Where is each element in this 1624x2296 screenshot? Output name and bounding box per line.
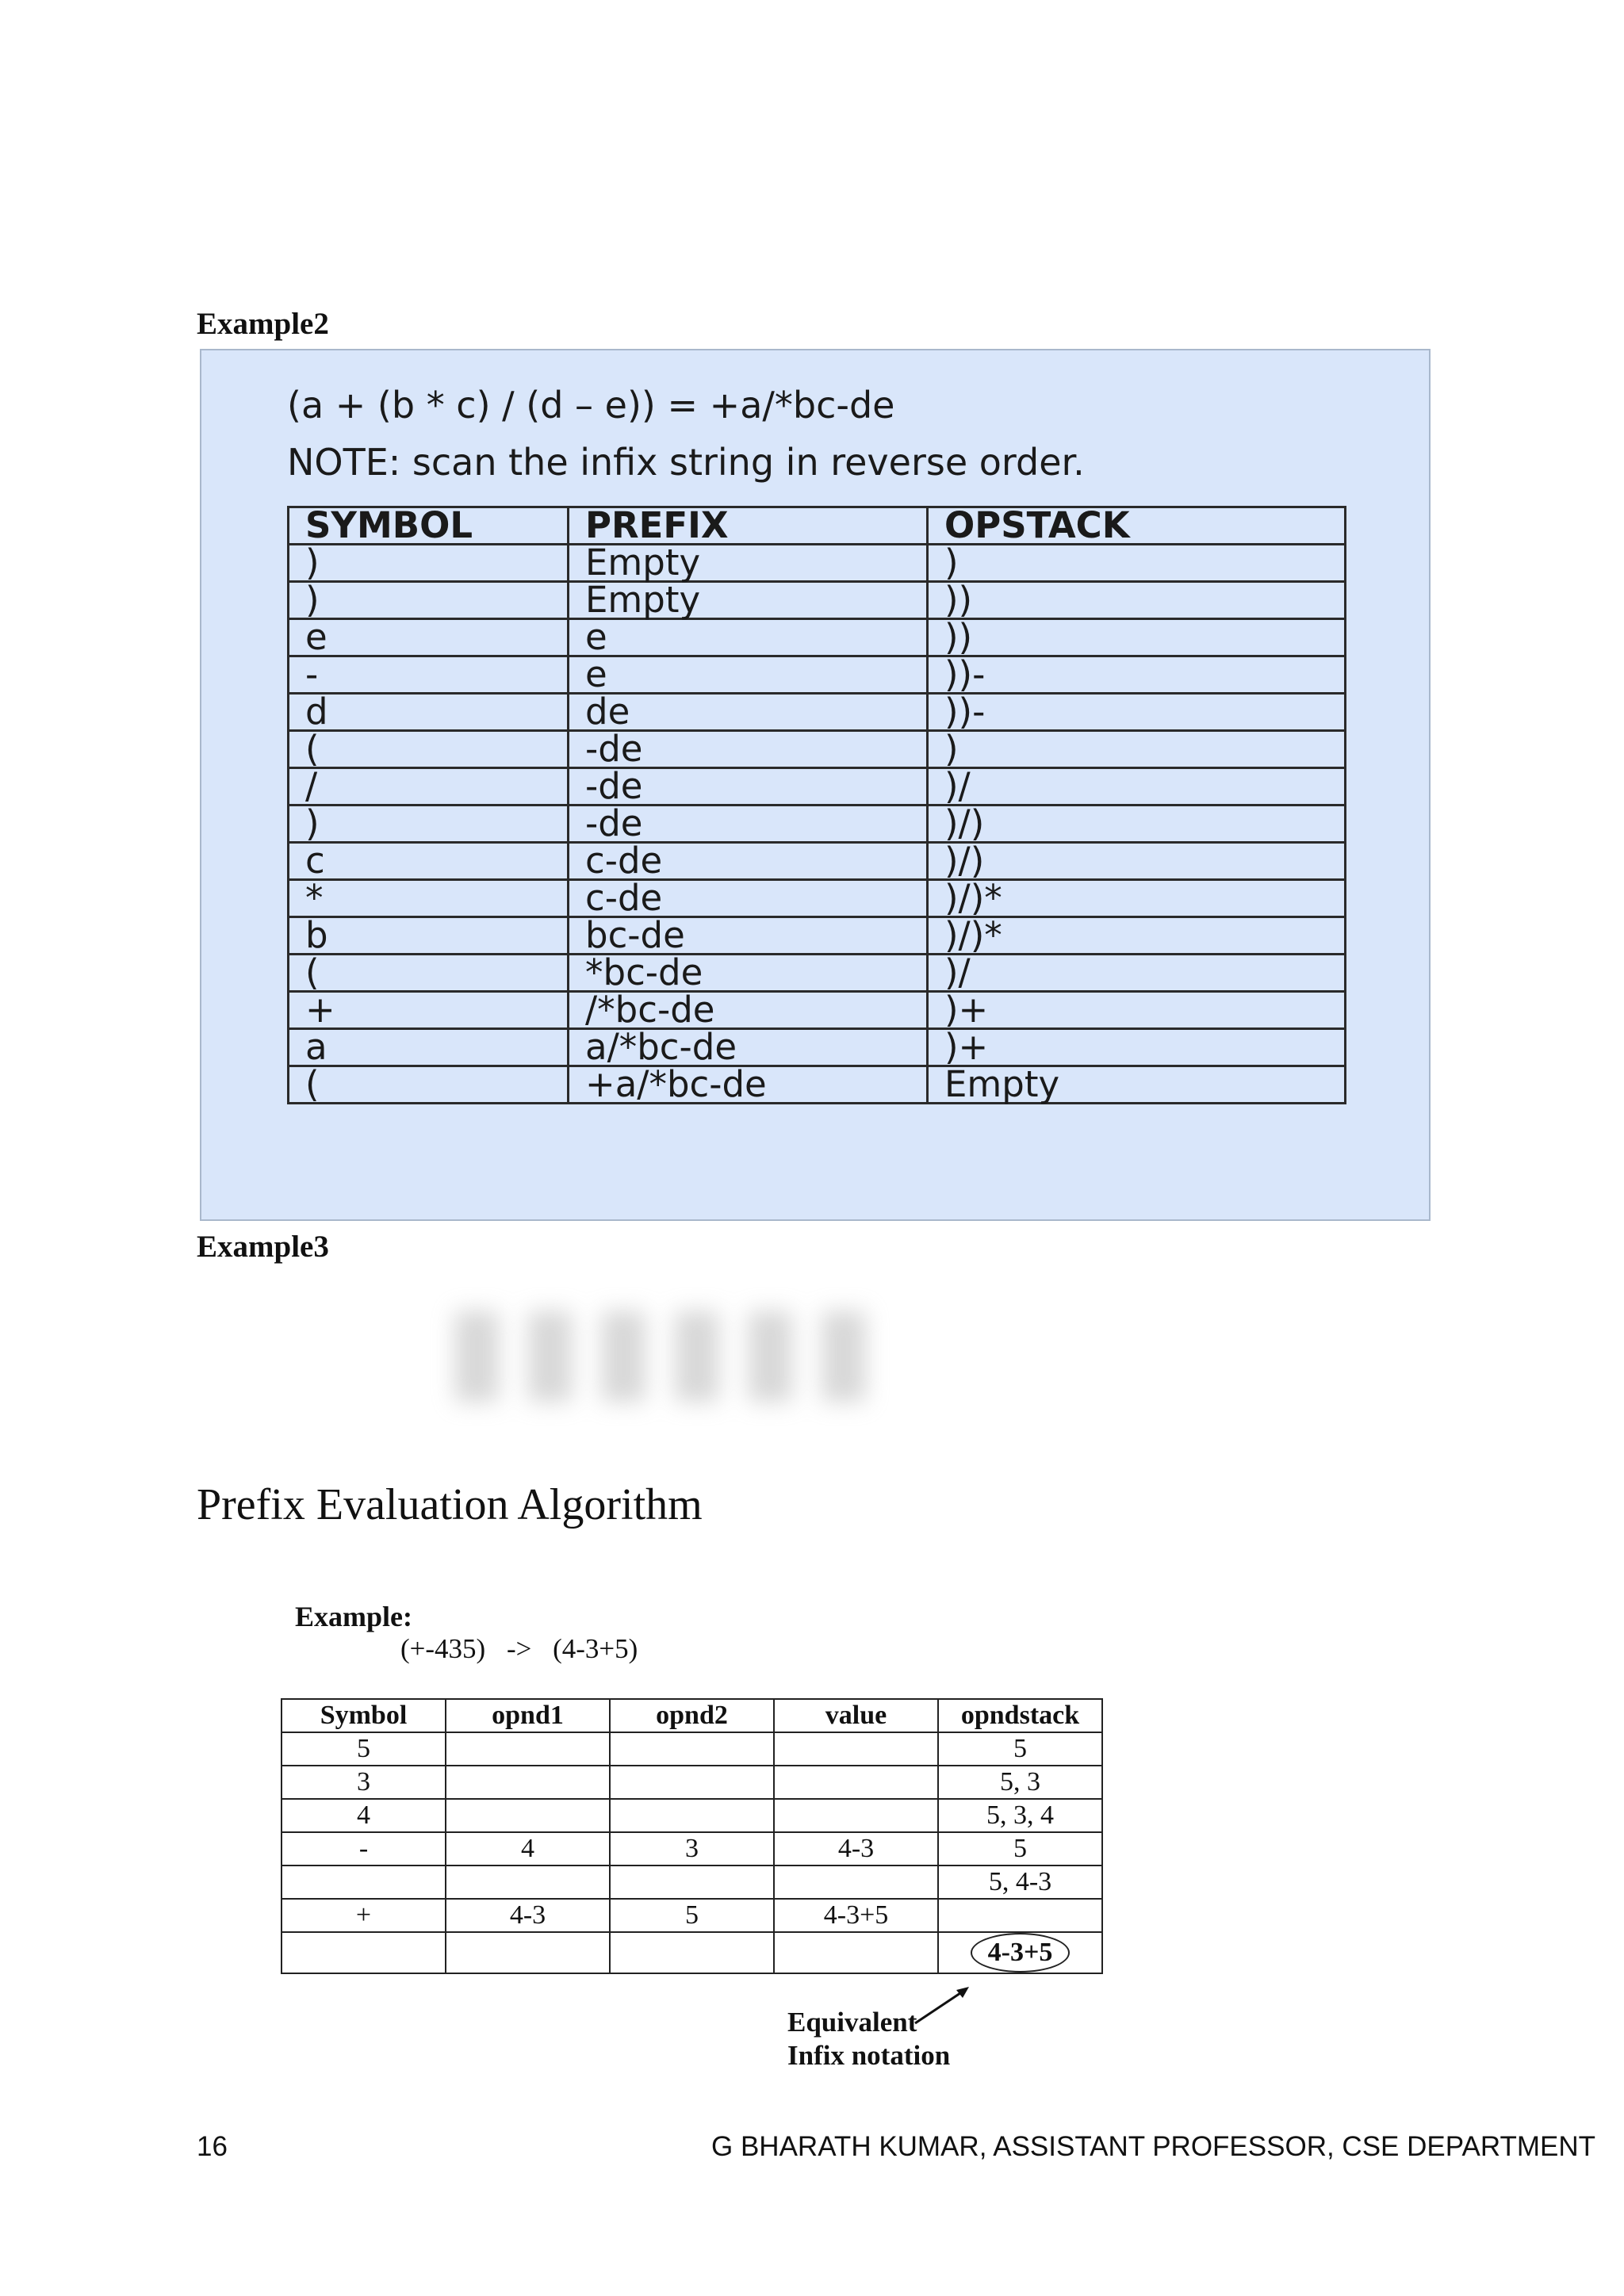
table-row — [282, 1932, 1102, 1973]
opnd2-cell — [610, 1766, 774, 1799]
evaluation-example-label: Example: — [295, 1601, 412, 1632]
prefix-cell: -de — [569, 768, 928, 806]
symbol-cell: c — [289, 843, 569, 880]
table-row — [282, 1866, 1102, 1899]
opndstack-cell: 5, 3 — [938, 1766, 1102, 1799]
opstack-cell: ) — [928, 731, 1346, 768]
opstack-cell: )/ — [928, 955, 1346, 992]
opndstack-cell: 5, 4-3 — [938, 1866, 1102, 1899]
opstack-cell: )+ — [928, 1029, 1346, 1066]
prefix-cell: Empty — [569, 545, 928, 582]
opnd2-cell — [610, 1732, 774, 1766]
table-row — [289, 843, 1346, 880]
opndstack-cell: 5 — [938, 1832, 1102, 1866]
annotation-line-1: Equivalent — [787, 2007, 917, 2038]
value-cell — [774, 1732, 938, 1766]
header-value: value — [774, 1699, 938, 1732]
prefix-cell: *bc-de — [569, 955, 928, 992]
opstack-cell: )) — [928, 619, 1346, 656]
value-cell — [774, 1766, 938, 1799]
table-row — [289, 880, 1346, 917]
symbol-cell: 5 — [282, 1732, 446, 1766]
symbol-cell: - — [282, 1832, 446, 1866]
symbol-cell: 3 — [282, 1766, 446, 1799]
prefix-cell: e — [569, 656, 928, 694]
prefix-cell: c-de — [569, 880, 928, 917]
symbol-cell: b — [289, 917, 569, 955]
table-row — [289, 955, 1346, 992]
opndstack-cell: 5 — [938, 1732, 1102, 1766]
page-number: 16 — [197, 2131, 228, 2162]
opnd2-cell: 5 — [610, 1899, 774, 1932]
prefix-cell: Empty — [569, 582, 928, 619]
table-row — [289, 619, 1346, 656]
value-cell — [774, 1866, 938, 1899]
example2-note: NOTE: scan the infix string in reverse order. — [287, 441, 1085, 484]
prefix-cell: c-de — [569, 843, 928, 880]
header-symbol: Symbol — [282, 1699, 446, 1732]
table-row — [289, 768, 1346, 806]
table-row — [289, 1066, 1346, 1104]
opnd1-cell: 4-3 — [446, 1899, 610, 1932]
header-symbol: SYMBOL — [289, 507, 569, 545]
opnd1-cell — [446, 1866, 610, 1899]
symbol-cell: e — [289, 619, 569, 656]
symbol-cell: d — [289, 694, 569, 731]
symbol-cell: ( — [289, 731, 569, 768]
opndstack-cell: 5, 3, 4 — [938, 1799, 1102, 1832]
table-row — [289, 731, 1346, 768]
opnd1-cell: 4 — [446, 1832, 610, 1866]
symbol-cell: ) — [289, 806, 569, 843]
table-header-row — [289, 507, 1346, 545]
example2-label: Example2 — [197, 307, 329, 341]
symbol-cell: / — [289, 768, 569, 806]
table-row — [289, 694, 1346, 731]
opstack-cell: )/)* — [928, 880, 1346, 917]
symbol-cell: - — [289, 656, 569, 694]
opnd1-cell — [446, 1799, 610, 1832]
value-cell: 4-3+5 — [774, 1899, 938, 1932]
table-row — [282, 1799, 1102, 1832]
prefix-cell: a/*bc-de — [569, 1029, 928, 1066]
symbol-cell — [282, 1932, 446, 1973]
annotation-line-2: Infix notation — [787, 2040, 951, 2071]
footer-author: G BHARATH KUMAR, ASSISTANT PROFESSOR, CSE DEPARTMENT — [711, 2131, 1595, 2162]
table-row — [282, 1732, 1102, 1766]
table-row — [289, 545, 1346, 582]
symbol-cell: + — [282, 1899, 446, 1932]
value-cell — [774, 1799, 938, 1832]
infix-to-prefix-table — [287, 506, 1346, 1104]
prefix-cell: -de — [569, 731, 928, 768]
symbol-cell: ( — [289, 1066, 569, 1104]
opstack-cell: )+ — [928, 992, 1346, 1029]
symbol-cell: 4 — [282, 1799, 446, 1832]
opndstack-cell — [938, 1932, 1102, 1973]
opnd1-cell — [446, 1766, 610, 1799]
section-title: Prefix Evaluation Algorithm — [197, 1480, 703, 1529]
opnd1-cell — [446, 1932, 610, 1973]
table-row — [289, 1029, 1346, 1066]
prefix-cell: bc-de — [569, 917, 928, 955]
opstack-cell: ))- — [928, 694, 1346, 731]
symbol-cell: * — [289, 880, 569, 917]
example2-equation: (a + (b * c) / (d – e)) = +a/*bc-de — [287, 384, 895, 427]
opndstack-cell — [938, 1899, 1102, 1932]
symbol-cell: ) — [289, 582, 569, 619]
table-row — [289, 917, 1346, 955]
opstack-cell: )) — [928, 582, 1346, 619]
symbol-cell: + — [289, 992, 569, 1029]
example3-label: Example3 — [197, 1230, 329, 1264]
evaluation-expression: (+-435) -> (4-3+5) — [400, 1633, 638, 1664]
header-opnd1: opnd1 — [446, 1699, 610, 1732]
table-row — [289, 806, 1346, 843]
prefix-cell: +a/*bc-de — [569, 1066, 928, 1104]
symbol-cell — [282, 1866, 446, 1899]
table-row — [289, 992, 1346, 1029]
prefix-cell: /*bc-de — [569, 992, 928, 1029]
final-result-circled: 4-3+5 — [971, 1933, 1071, 1973]
table-row — [282, 1766, 1102, 1799]
example2-figure — [200, 349, 1431, 1221]
table-row — [282, 1832, 1102, 1866]
opstack-cell: Empty — [928, 1066, 1346, 1104]
blurred-image-placeholder: ▮▮▮▮▮▮ — [444, 1276, 885, 1416]
opstack-cell: )/)* — [928, 917, 1346, 955]
equivalent-infix-annotation — [787, 2006, 950, 2072]
opstack-cell: ))- — [928, 656, 1346, 694]
opnd1-cell — [446, 1732, 610, 1766]
opstack-cell: ) — [928, 545, 1346, 582]
opstack-cell: )/) — [928, 806, 1346, 843]
header-prefix: PREFIX — [569, 507, 928, 545]
header-opndstack: opndstack — [938, 1699, 1102, 1732]
table-row — [289, 582, 1346, 619]
opnd2-cell — [610, 1799, 774, 1832]
symbol-cell: a — [289, 1029, 569, 1066]
header-opstack: OPSTACK — [928, 507, 1346, 545]
table-header-row — [282, 1699, 1102, 1732]
value-cell: 4-3 — [774, 1832, 938, 1866]
opnd2-cell: 3 — [610, 1832, 774, 1866]
opstack-cell: )/) — [928, 843, 1346, 880]
prefix-cell: -de — [569, 806, 928, 843]
prefix-cell: de — [569, 694, 928, 731]
symbol-cell: ) — [289, 545, 569, 582]
opstack-cell: )/ — [928, 768, 1346, 806]
opnd2-cell — [610, 1932, 774, 1973]
opnd2-cell — [610, 1866, 774, 1899]
prefix-cell: e — [569, 619, 928, 656]
value-cell — [774, 1932, 938, 1973]
header-opnd2: opnd2 — [610, 1699, 774, 1732]
prefix-evaluation-table — [281, 1698, 1103, 1974]
symbol-cell: ( — [289, 955, 569, 992]
table-row — [282, 1899, 1102, 1932]
table-row — [289, 656, 1346, 694]
